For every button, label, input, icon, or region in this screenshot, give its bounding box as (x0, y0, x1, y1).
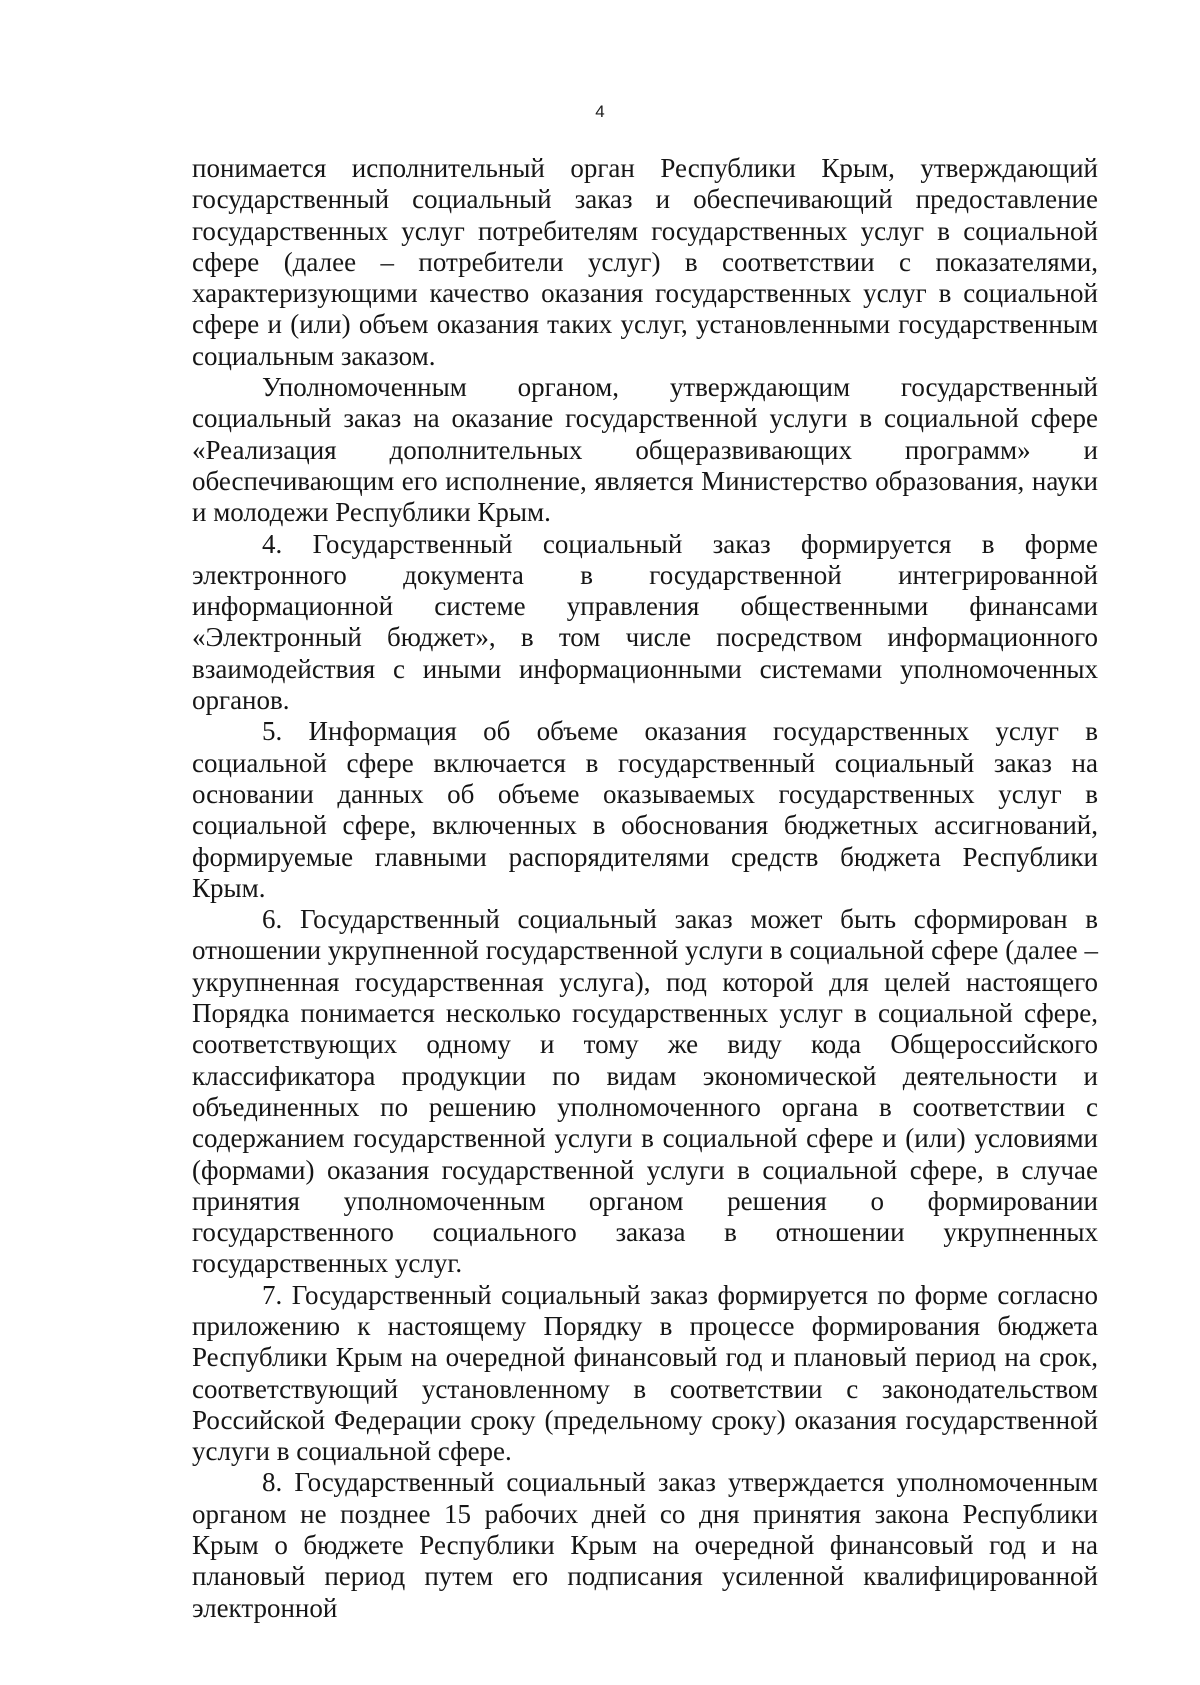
paragraph-item-7: 7. Государственный социальный заказ формируется по форме согласно приложению к настоящему Порядку в процессе формирования бюджета Республики Крым на очередной финансовый год и плановый период на срок, соответствующий установленному в соответствии с законодательством Российской Федерации сроку (предельному сроку) оказания государственной услуги в социальной сфере. (192, 1279, 1098, 1467)
paragraph-item-5: 5. Информация об объеме оказания государственных услуг в социальной сфере включается в государственный социальный заказ на основании данных об объеме оказываемых государственных услуг в социальной сфере, включенных в обоснования бюджетных ассигнований, формируемые главными распорядителями средств бюджета Республики Крым. (192, 716, 1098, 903)
paragraph-item-4: 4. Государственный социальный заказ формируется в форме электронного документа в государственной интегрированной информационной системе управления общественными финансами «Электронный бюджет», в том числе посредством информационного взаимодействия с иными информационными системами уполномоченных органов. (192, 528, 1098, 716)
paragraph-continuation: понимается исполнительный орган Республики Крым, утверждающий государственный социальный заказ и обеспечивающий предоставление государственных услуг потребителям государственных услуг в социальной сфере (далее – потребители услуг) в соответствии с показателями, характеризующими качество оказания государственных услуг в социальной сфере и (или) объем оказания таких услуг, установленными государственным социальным заказом. (192, 153, 1098, 371)
document-body (192, 153, 1098, 1624)
paragraph-authorized-body: Уполномоченным органом, утверждающим государственный социальный заказ на оказание государственной услуги в социальной сфере «Реализация дополнительных общеразвивающих программ» и обеспечивающим его исполнение, является Министерство образования, науки и молодежи Республики Крым. (192, 372, 1098, 528)
page-number: 4 (595, 102, 605, 121)
paragraph-item-8: 8. Государственный социальный заказ утверждается уполномоченным органом не позднее 15 рабочих дней со дня принятия закона Республики Крым о бюджете Республики Крым на очередной финансовый год и на плановый период путем его подписания усиленной квалифицированной электронной (192, 1467, 1098, 1623)
paragraph-item-6: 6. Государственный социальный заказ может быть сформирован в отношении укрупненной государственной услуги в социальной сфере (далее – укрупненная государственная услуга), под которой для целей настоящего Порядка понимается несколько государственных услуг в социальной сфере, соответствующих одному и тому же виду кода Общероссийского классификатора продукции по видам экономической деятельности и объединенных по решению уполномоченного органа в соответствии с содержанием государственной услуги в социальной сфере и (или) условиями (формами) оказания государственной услуги в социальной сфере, в случае принятия уполномоченным органом решения о формировании государственного социального заказа в отношении укрупненных государственных услуг. (192, 904, 1098, 1279)
